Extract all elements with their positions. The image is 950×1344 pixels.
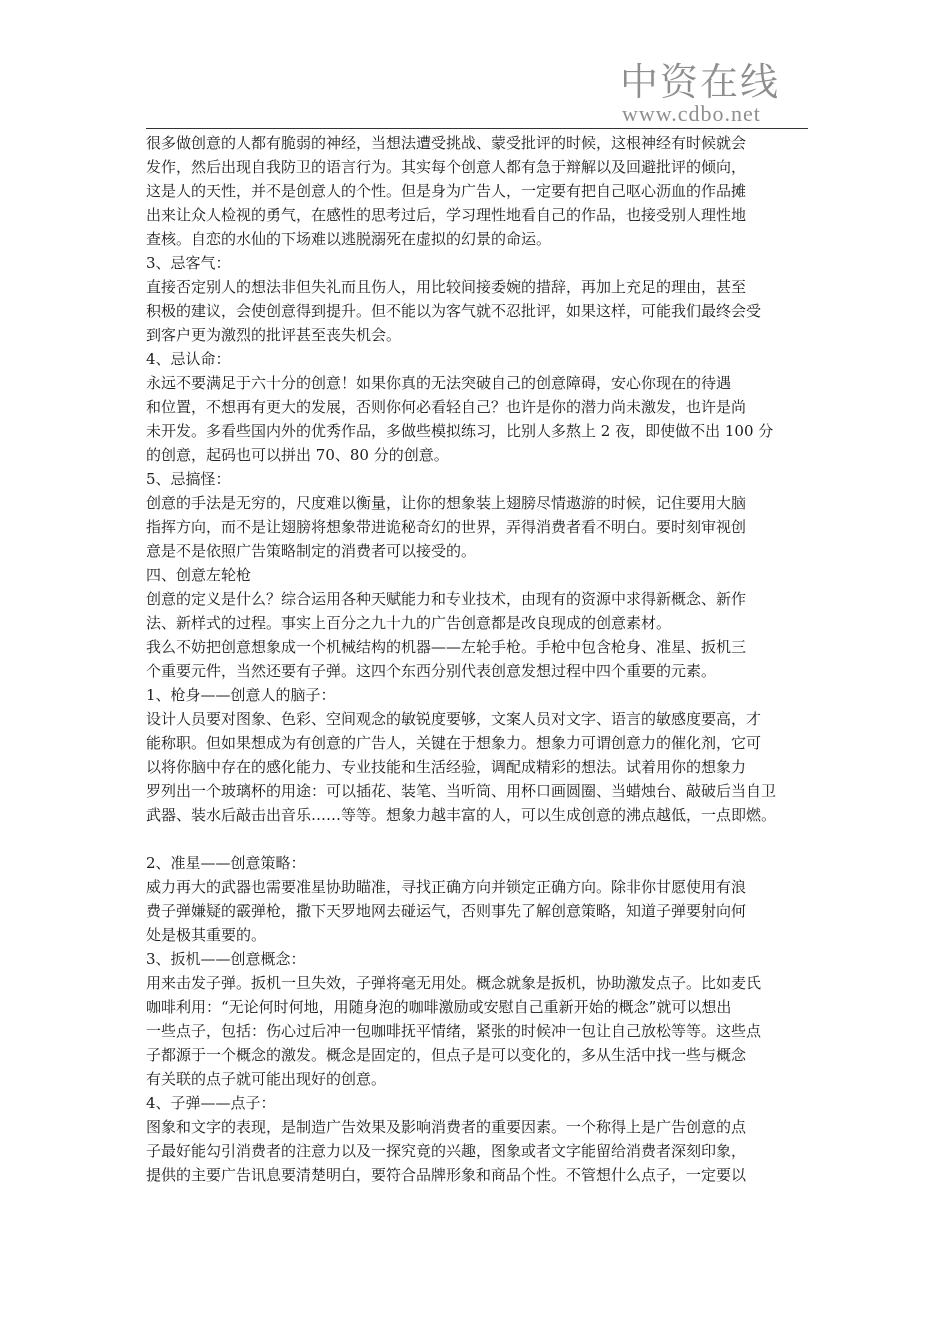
text-line: 能称职。但如果想成为有创意的广告人，关键在于想象力。想象力可谓创意力的催化剂，它可 bbox=[146, 734, 762, 752]
text-line: 子最好能勾引消费者的注意力以及一探究竟的兴趣，图象或者文字能留给消费者深刻印象， bbox=[146, 1142, 747, 1160]
text-line: 4、忌认命： bbox=[146, 350, 231, 368]
document-body bbox=[146, 131, 826, 1187]
site-logo bbox=[620, 60, 810, 130]
text-line: 费子弹嫌疑的霰弹枪，撒下天罗地网去碰运气，否则事先了解创意策略，知道子弹要射向何 bbox=[146, 902, 747, 920]
text-line: 1、枪身——创意人的脑子： bbox=[146, 686, 336, 704]
text-line: 出来让众人检视的勇气，在感性的思考过后，学习理性地看自己的作品，也接受别人理性地 bbox=[146, 206, 747, 224]
text-line: 有关联的点子就可能出现好的创意。 bbox=[146, 1070, 387, 1088]
text-line: 3、忌客气： bbox=[146, 254, 231, 272]
text-line: 2、准星——创意策略： bbox=[146, 854, 306, 872]
text-line: 发作，然后出现自我防卫的语言行为。其实每个创意人都有急于辩解以及回避批评的倾向， bbox=[146, 158, 747, 176]
text-line: 积极的建议，会使创意得到提升。但不能以为客气就不忍批评，如果这样，可能我们最终会受 bbox=[146, 302, 762, 320]
text-line: 4、子弹——点子： bbox=[146, 1094, 276, 1112]
text-line: 咖啡利用：“无论何时何地，用随身泡的咖啡激励或安慰自己重新开始的概念”就可以想出 bbox=[146, 998, 732, 1016]
text-line: 意是不是依照广告策略制定的消费者可以接受的。 bbox=[146, 542, 477, 560]
text-line: 直接否定别人的想法非但失礼而且伤人，用比较间接委婉的措辞，再加上充足的理由，甚至 bbox=[146, 278, 747, 296]
text-line: 指挥方向，而不是让翅膀将想象带进诡秘奇幻的世界，弄得消费者看不明白。要时刻审视创 bbox=[146, 518, 747, 536]
text-line: 这是人的天性，并不是创意人的个性。但是身为广告人，一定要有把自己呕心沥血的作品摊 bbox=[146, 182, 747, 200]
text-line: 很多做创意的人都有脆弱的神经，当想法遭受挑战、蒙受批评的时候，这根神经有时候就会 bbox=[146, 134, 747, 152]
text-line: 设计人员要对图象、色彩、空间观念的敏锐度要够，文案人员对文字、语言的敏感度要高，才 bbox=[146, 710, 762, 728]
text-line: 我么不妨把创意想象成一个机械结构的机器——左轮手枪。手枪中包含枪身、准星、扳机三 bbox=[146, 638, 747, 656]
text-line: 创意的手法是无穷的，尺度难以衡量，让你的想象装上翅膀尽情遨游的时候，记住要用大脑 bbox=[146, 494, 747, 512]
text-line: 3、扳机——创意概念： bbox=[146, 950, 306, 968]
text-line: 提供的主要广告讯息要清楚明白，要符合品牌形象和商品个性。不管想什么点子，一定要以 bbox=[146, 1166, 747, 1184]
text-line: 罗列出一个玻璃杯的用途：可以插花、装笔、当听筒、用杯口画圆圈、当蜡烛台、敲破后当自卫 bbox=[146, 782, 777, 800]
text-line: 5、忌搞怪： bbox=[146, 470, 231, 488]
text-line: 个重要元件，当然还要有子弹。这四个东西分别代表创意发想过程中四个重要的元素。 bbox=[146, 662, 717, 680]
text-line: 图象和文字的表现，是制造广告效果及影响消费者的重要因素。一个称得上是广告创意的点 bbox=[146, 1118, 747, 1136]
text-line: 查核。自恋的水仙的下场难以逃脱溺死在虚拟的幻景的命运。 bbox=[146, 230, 552, 248]
text-line: 武器、装水后敲击出音乐……等等。想象力越丰富的人，可以生成创意的沸点越低，一点即燃。 bbox=[146, 806, 777, 824]
text-line: 四、创意左轮枪 bbox=[146, 566, 252, 584]
text-line: 处是极其重要的。 bbox=[146, 926, 267, 944]
text-line: 和位置，不想再有更大的发展，否则你何必看轻自己？也许是你的潜力尚未激发，也许是尚 bbox=[146, 398, 747, 416]
logo-url-text: www.cdbo.net bbox=[622, 101, 761, 126]
text-line: 未开发。多看些国内外的优秀作品，多做些模拟练习，比别人多熬上 2 夜，即使做不出 100 分 bbox=[146, 422, 774, 440]
text-line: 创意的定义是什么？综合运用各种天赋能力和专业技术，由现有的资源中求得新概念、新作 bbox=[146, 590, 747, 608]
logo-chinese-text: 中资在线 bbox=[620, 60, 781, 104]
text-line: 以将你脑中存在的感化能力、专业技能和生活经验，调配成精彩的想法。试着用你的想象力 bbox=[146, 758, 747, 776]
text-line: 一些点子，包括：伤心过后冲一包咖啡抚平情绪，紧张的时候冲一包让自己放松等等。这些点 bbox=[146, 1022, 762, 1040]
text-line: 威力再大的武器也需要准星协助瞄准，寻找正确方向并锁定正确方向。除非你甘愿使用有浪 bbox=[146, 878, 747, 896]
text-line: 子都源于一个概念的激发。概念是固定的，但点子是可以变化的，多从生活中找一些与概念 bbox=[146, 1046, 747, 1064]
text-line: 法、新样式的过程。事实上百分之九十九的广告创意都是改良现成的创意素材。 bbox=[146, 614, 672, 632]
blank-line bbox=[146, 827, 826, 851]
text-line: 用来击发子弹。扳机一旦失效，子弹将毫无用处。概念就象是扳机，协助激发点子。比如麦氏 bbox=[146, 974, 762, 992]
text-line: 到客户更为激烈的批评甚至丧失机会。 bbox=[146, 326, 402, 344]
text-line: 永远不要满足于六十分的创意！如果你真的无法突破自己的创意障碍，安心你现在的待遇 bbox=[146, 374, 732, 392]
text-line: 的创意，起码也可以拼出 70、80 分的创意。 bbox=[146, 446, 449, 464]
header-rule bbox=[146, 128, 808, 129]
